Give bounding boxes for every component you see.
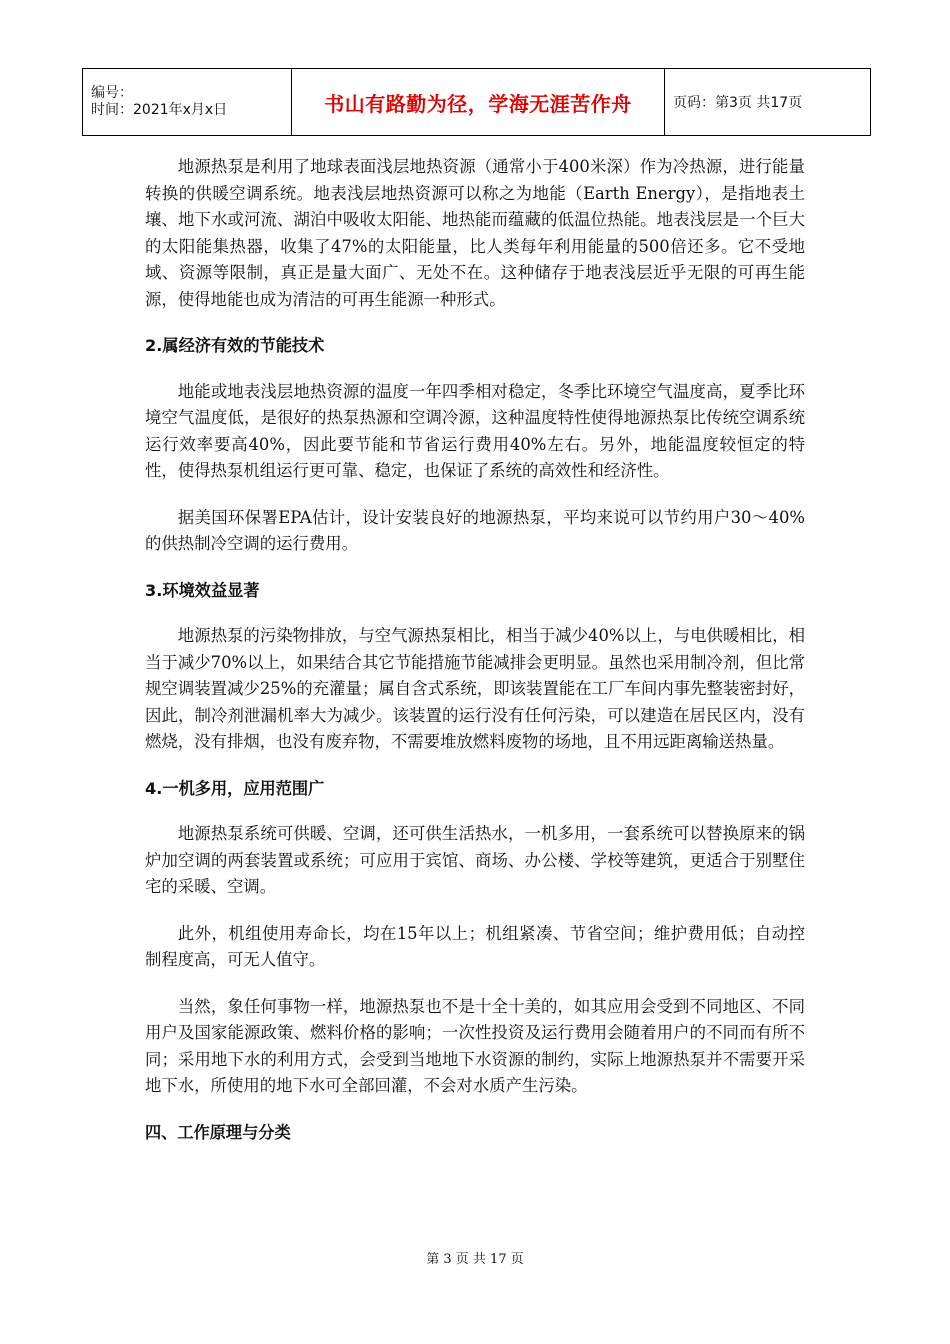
paragraph: 据美国环保署EPA估计，设计安装良好的地源热泵，平均来说可以节约用户30～40%的供热制冷空调的运行费用。 — [145, 507, 805, 553]
document-number-label: 编号： — [91, 85, 133, 101]
section-heading: 四、工作原理与分类 — [145, 1122, 291, 1142]
paragraph: 此外，机组使用寿命长，均在15年以上；机组紧凑、节省空间；维护费用低；自动控制程度高，可无人值守。 — [145, 923, 805, 969]
page-footer: 第 3 页 共 17 页 — [426, 1252, 524, 1267]
header-page-info: 页码：第3页 共17页 — [665, 69, 871, 136]
section-heading: 2.属经济有效的节能技术 — [145, 336, 325, 355]
document-body — [145, 154, 805, 1165]
paragraph: 当然，象任何事物一样，地源热泵也不是十全十美的，如其应用会受到不同地区、不同用户及国家能源政策、燃料价格的影响；一次性投资及运行费用会随着用户的不同而有所不同；采用地下水的利用方式，会受到当地地下水资源的制约，实际上地源热泵并不需要开采地下水，所使用的地下水可全部回灌，不会对水质产生污染。 — [145, 996, 805, 1095]
paragraph: 地源热泵是利用了地球表面浅层地热资源（通常小于400米深）作为冷热源，进行能量转换的供暖空调系统。地表浅层地热资源可以称之为地能（Earth Energy），是指地表土壤、地下水或河流、湖泊中吸收太阳能、地热能而蕴藏的低温位热能。地表浅层是一个巨大的太阳能集热器，收集了47%的太阳能量，比人类每年利用能量的500倍还多。它不受地域、资源等限制，真正是量大面广、无处不在。这种储存于地表浅层近乎无限的可再生能源，使得地能也成为清洁的可再生能源一种形式。 — [145, 157, 805, 309]
page-header — [82, 68, 871, 136]
header-meta — [83, 69, 292, 136]
section-heading: 3.环境效益显著 — [145, 580, 260, 600]
header-motto: 书山有路勤为径，学海无涯苦作舟 — [292, 69, 665, 136]
document-date: 时间：2021年x月x日 — [91, 102, 228, 118]
paragraph: 地源热泵系统可供暖、空调，还可供生活热水，一机多用，一套系统可以替换原来的锅炉加空调的两套装置或系统；可应用于宾馆、商场、办公楼、学校等建筑，更适合于别墅住宅的采暖、空调。 — [145, 824, 805, 896]
section-heading: 4.一机多用，应用范围广 — [145, 778, 325, 798]
paragraph: 地源热泵的污染物排放，与空气源热泵相比，相当于减少40%以上，与电供暖相比，相当于减少70%以上，如果结合其它节能措施节能减排会更明显。虽然也采用制冷剂，但比常规空调装置减少25%的充灌量；属自含式系统，即该装置能在工厂车间内事先整装密封好，因此，制冷剂泄漏机率大为减少。该装置的运行没有任何污染，可以建造在居民区内，没有燃烧，没有排烟，也没有废弃物，不需要堆放燃料废物的场地，且不用远距离输送热量。 — [145, 626, 805, 751]
paragraph: 地能或地表浅层地热资源的温度一年四季相对稳定，冬季比环境空气温度高，夏季比环境空气温度低，是很好的热泵热源和空调冷源，这种温度特性使得地源热泵比传统空调系统运行效率要高40%，因此要节能和节省运行费用40%左右。另外，地能温度较恒定的特性，使得热泵机组运行更可靠、稳定，也保证了系统的高效性和经济性。 — [145, 381, 805, 480]
